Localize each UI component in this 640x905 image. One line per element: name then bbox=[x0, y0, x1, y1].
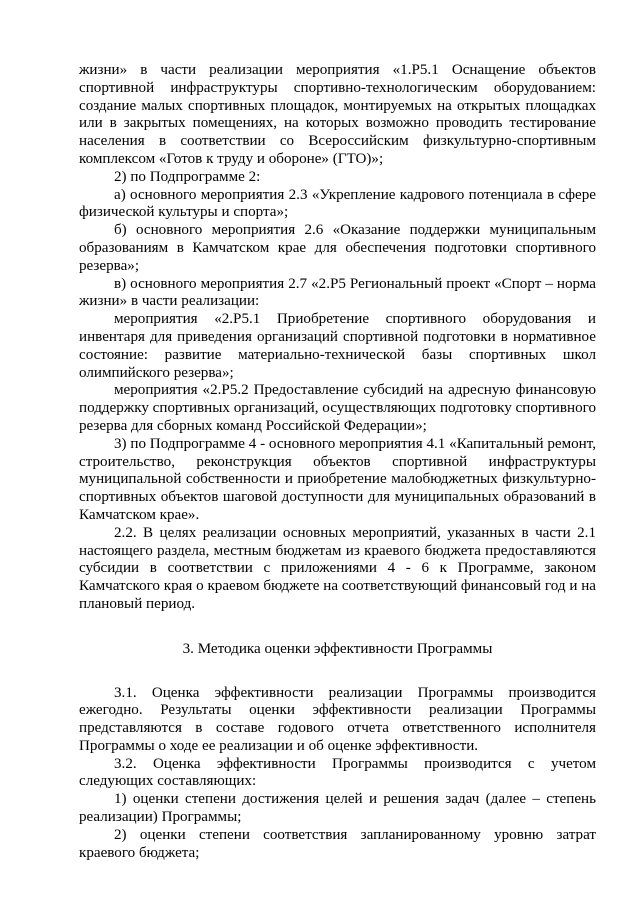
paragraph-3-1: 3.1. Оценка эффективности реализации Программы производится ежегодно. Результаты оценки эффективности реализации Программы представляются в составе годового отчета ответственного исполнителя Программы о ходе ее реализации и об оценке эффективности. bbox=[79, 684, 596, 754]
paragraph-item-b: б) основного мероприятия 2.6 «Оказание поддержки муниципальным образованиям в Камчатском крае для обеспечения подготовки спортивного резерва»; bbox=[79, 222, 596, 274]
paragraph-continuation: жизни» в части реализации мероприятия «1.Р5.1 Оснащение объектов спортивной инфраструктуры спортивно-технологическим оборудованием: создание малых спортивных площадок, монтируемых на открытых площадках или в закрытых помещениях, на которых возможно проводить тестирование населения в соответствии со Всероссийским физкультурно-спортивным комплексом «Готов к труду и обороне» (ГТО)»; bbox=[79, 62, 596, 167]
paragraph-component-2: 2) оценки степени соответствия запланированному уровню затрат краевого бюджета; bbox=[79, 826, 596, 861]
paragraph-component-1: 1) оценки степени достижения целей и решения задач (далее – степень реализации) Программы; bbox=[79, 791, 596, 826]
paragraph-item-v: в) основного мероприятия 2.7 «2.Р5 Региональный проект «Спорт – норма жизни» в части реализации: bbox=[79, 275, 596, 310]
paragraph-measure-2p51: мероприятия «2.Р5.1 Приобретение спортивного оборудования и инвентаря для приведения организаций спортивной подготовки в нормативное состояние: развитие материально-технической базы спортивных школ олимпийского резерва»; bbox=[79, 311, 596, 381]
paragraph-subprogram-4: 3) по Подпрограмме 4 - основного мероприятия 4.1 «Капитальный ремонт, строительство, реконструкция объектов спортивной инфраструктуры муниципальной собственности и приобретение малобюджетных физкультурно-спортивных объектов шаговой доступности для муниципальных образований в Камчатском крае». bbox=[79, 435, 596, 523]
paragraph-item-a: а) основного мероприятия 2.3 «Укрепление кадрового потенциала в сфере физической культуры и спорта»; bbox=[79, 186, 596, 221]
paragraph-2-2: 2.2. В целях реализации основных мероприятий, указанных в части 2.1 настоящего раздела, местным бюджетам из краевого бюджета предоставляются субсидии в соответствии с приложениями 4 - 6 к Программе, законом Камчатского края о краевом бюджете на соответствующий финансовый год и на плановый период. bbox=[79, 524, 596, 612]
paragraph-measure-2p52: мероприятия «2.Р5.2 Предоставление субсидий на адресную финансовую поддержку спортивных организаций, осуществляющих подготовку спортивного резерва для сборных команд Российской Федерации»; bbox=[79, 382, 596, 434]
paragraph-subprogram-2: 2) по Подпрограмме 2: bbox=[114, 168, 261, 185]
section-heading: 3. Методика оценки эффективности Программы bbox=[182, 640, 493, 657]
paragraph-3-2: 3.2. Оценка эффективности Программы производится с учетом следующих составляющих: bbox=[79, 755, 596, 790]
